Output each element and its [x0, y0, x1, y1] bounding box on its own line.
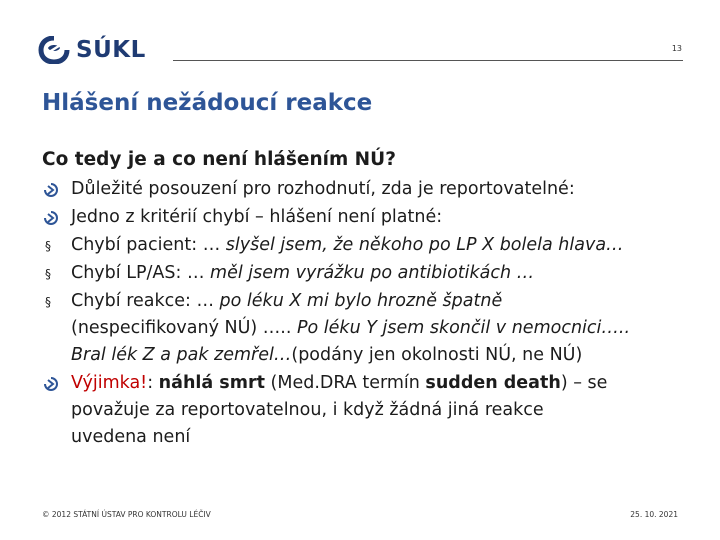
item-plain: ) – se — [560, 373, 608, 393]
list-item — [42, 288, 692, 369]
item-prefix: Chybí pacient: … — [71, 235, 226, 255]
square-bullet-icon: § — [45, 295, 51, 309]
square-bullet-icon: § — [45, 267, 51, 281]
slide-title: Hlášení nežádoucí reakce — [42, 90, 373, 116]
page-number: 13 — [671, 44, 682, 53]
square-bullet-icon: § — [45, 239, 51, 253]
list-item — [42, 204, 692, 231]
arrow-bullet-icon — [43, 210, 59, 226]
list-item — [42, 176, 692, 203]
list-item-text: Jedno z kritérií chybí – hlášení není platné: — [71, 207, 443, 227]
sukl-logo — [38, 34, 146, 66]
item-line-3: uvedena není — [71, 427, 191, 447]
sukl-logo-mark-icon — [38, 36, 70, 64]
list-item — [42, 370, 692, 451]
exception-label: Výjimka! — [71, 373, 148, 393]
item-prefix: Chybí LP/AS: … — [71, 263, 211, 283]
item-plain: (podány jen okolnosti NÚ, ne NÚ) — [291, 345, 583, 365]
lead-question: Co tedy je a co není hlášením NÚ? — [42, 149, 396, 170]
item-example: Bral lék Z a pak zemřel… — [71, 345, 292, 365]
item-example: slyšel jsem, že někoho po LP X bolela hlava… — [225, 235, 624, 255]
meddra-term: sudden death — [425, 373, 561, 393]
item-prefix: Chybí reakce: … — [71, 291, 220, 311]
list-item — [42, 232, 692, 259]
header-divider — [173, 60, 683, 61]
footer-copyright: © 2012 STÁTNÍ ÚSTAV PRO KONTROLU LÉČIV — [42, 510, 211, 519]
arrow-bullet-icon — [43, 376, 59, 392]
list-item-text — [71, 288, 692, 369]
list-item — [42, 260, 692, 287]
item-line-2 — [71, 315, 692, 342]
item-example: měl jsem vyrážku po antibiotikách … — [210, 263, 535, 283]
item-example: Po léku Y jsem skončil v nemocnici….. — [291, 318, 631, 338]
list-item-text: Důležité posouzení pro rozhodnutí, zda je reportovatelné: — [71, 179, 575, 199]
list-item-text — [71, 232, 692, 259]
list-item-text — [71, 370, 692, 451]
item-line-3 — [71, 342, 692, 369]
item-line-2: považuje za reportovatelnou, i když žádná jiná reakce — [71, 400, 544, 420]
item-plain: (Med.DRA termín — [264, 373, 426, 393]
item-line-1 — [71, 370, 692, 397]
list-item-text — [71, 260, 692, 287]
arrow-bullet-icon — [43, 182, 59, 198]
item-plain: (nespecifikovaný NÚ) ….. — [71, 318, 292, 338]
sudden-death-term: náhlá smrt — [158, 373, 265, 393]
slide-body — [42, 146, 692, 452]
item-colon: : — [147, 373, 159, 393]
item-example: po léku X mi bylo hrozně špatně — [219, 291, 503, 311]
item-line-1 — [71, 288, 692, 315]
logo-text: SÚKL — [76, 37, 146, 63]
footer-date: 25. 10. 2021 — [630, 510, 678, 519]
